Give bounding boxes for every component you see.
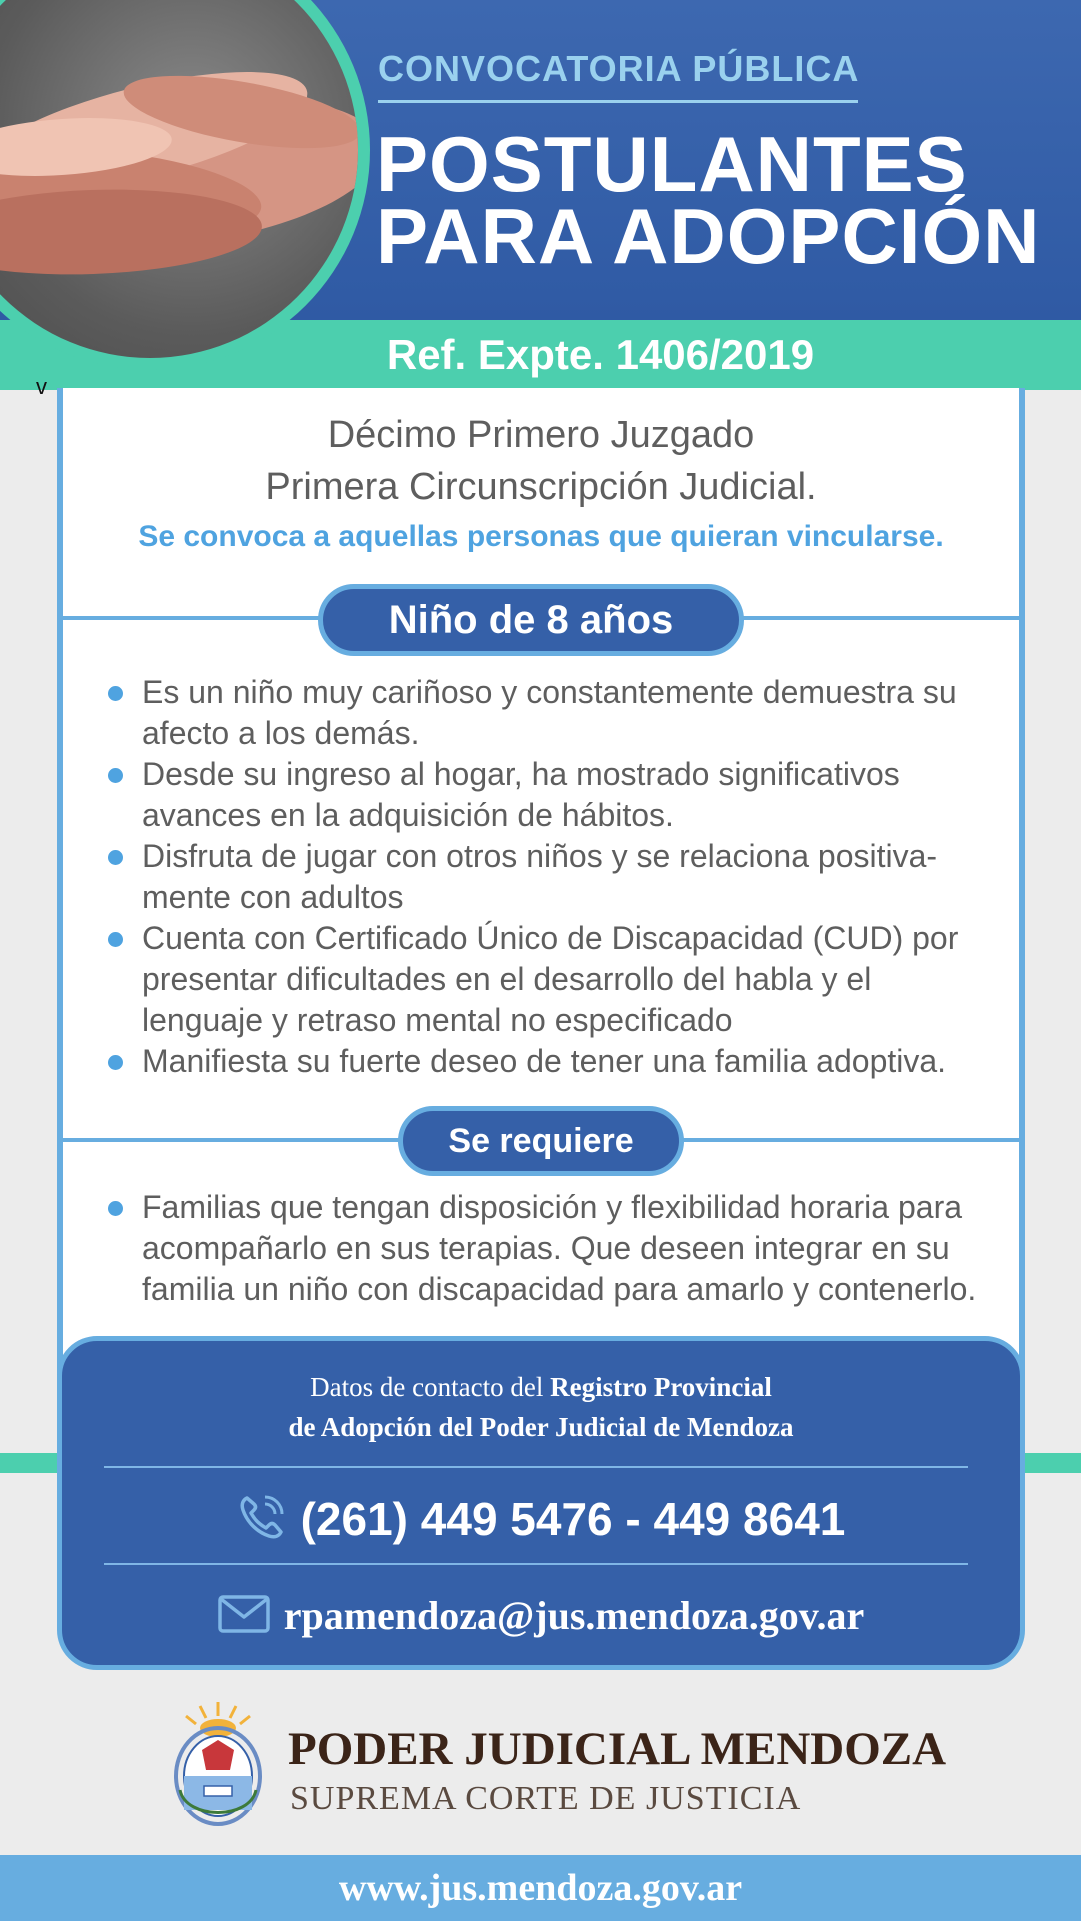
provincial-emblem-icon [172,1700,264,1832]
reference-number: Ref. Expte. 1406/2019 [386,331,815,378]
main-title-line2: PARA ADOPCIÓN [376,192,1041,280]
kicker-title: CONVOCATORIA PÚBLICA [378,48,860,89]
court-name: Décimo Primero Juzgado [327,414,755,456]
list-item: Desde su ingreso al hogar, ha mostrado significativos avances en la adquisición de hábitos. [100,754,1000,836]
call-to-action: Se convoca a aquellas personas que quieran vincularse. [138,520,944,553]
organization-name: PODER JUDICIAL MENDOZA [288,1723,947,1775]
list-item: Disfruta de jugar con otros niños y se relaciona positiva-mente con adultos [100,836,1000,918]
footer-website[interactable]: www.jus.mendoza.gov.ar [0,1855,1081,1921]
phone-icon [237,1492,287,1554]
list-item: Cuenta con Certificado Único de Discapacidad (CUD) por presentar dificultades en el desarrollo del habla y el lenguaje y retraso mental no especificado [100,918,1000,1041]
contact-divider [104,1563,968,1565]
email-address[interactable]: rpamendoza@jus.mendoza.gov.ar [283,1593,865,1638]
organization-subtitle: SUPREMA CORTE DE JUSTICIA [290,1780,802,1817]
stray-mark: v [36,374,47,399]
child-traits-list [100,672,1000,1082]
list-item: Es un niño muy cariñoso y constantemente demuestra su afecto a los demás. [100,672,1000,754]
child-heading-badge: Niño de 8 años [318,584,744,656]
contact-box [57,1336,1025,1670]
list-item: Manifiesta su fuerte deseo de tener una familia adoptiva. [100,1041,1000,1082]
requirements-list [100,1187,1000,1310]
email-row [62,1591,1020,1645]
list-item: Familias que tengan disposición y flexibilidad horaria para acompañarlo en sus terapias. Que deseen integrar en su familia un niño con discapacidad para amarlo y contenerlo. [100,1187,1000,1310]
contact-intro: Datos de contacto del Registro Provincial [310,1372,772,1402]
contact-divider [104,1466,968,1468]
registry-name: Registro Provincial [550,1372,772,1402]
court-circumscription: Primera Circunscripción Judicial. [265,466,817,508]
contact-intro-line2: de Adopción del Poder Judicial de Mendoza [288,1412,794,1442]
requirements-heading-badge: Se requiere [398,1106,684,1176]
kicker-underline [378,100,858,103]
main-title-line1: POSTULANTES [376,120,968,208]
envelope-icon [218,1595,270,1645]
phone-row [62,1491,1020,1554]
hands-photo [0,0,358,358]
phone-number[interactable]: (261) 449 5476 - 449 8641 [300,1493,846,1545]
